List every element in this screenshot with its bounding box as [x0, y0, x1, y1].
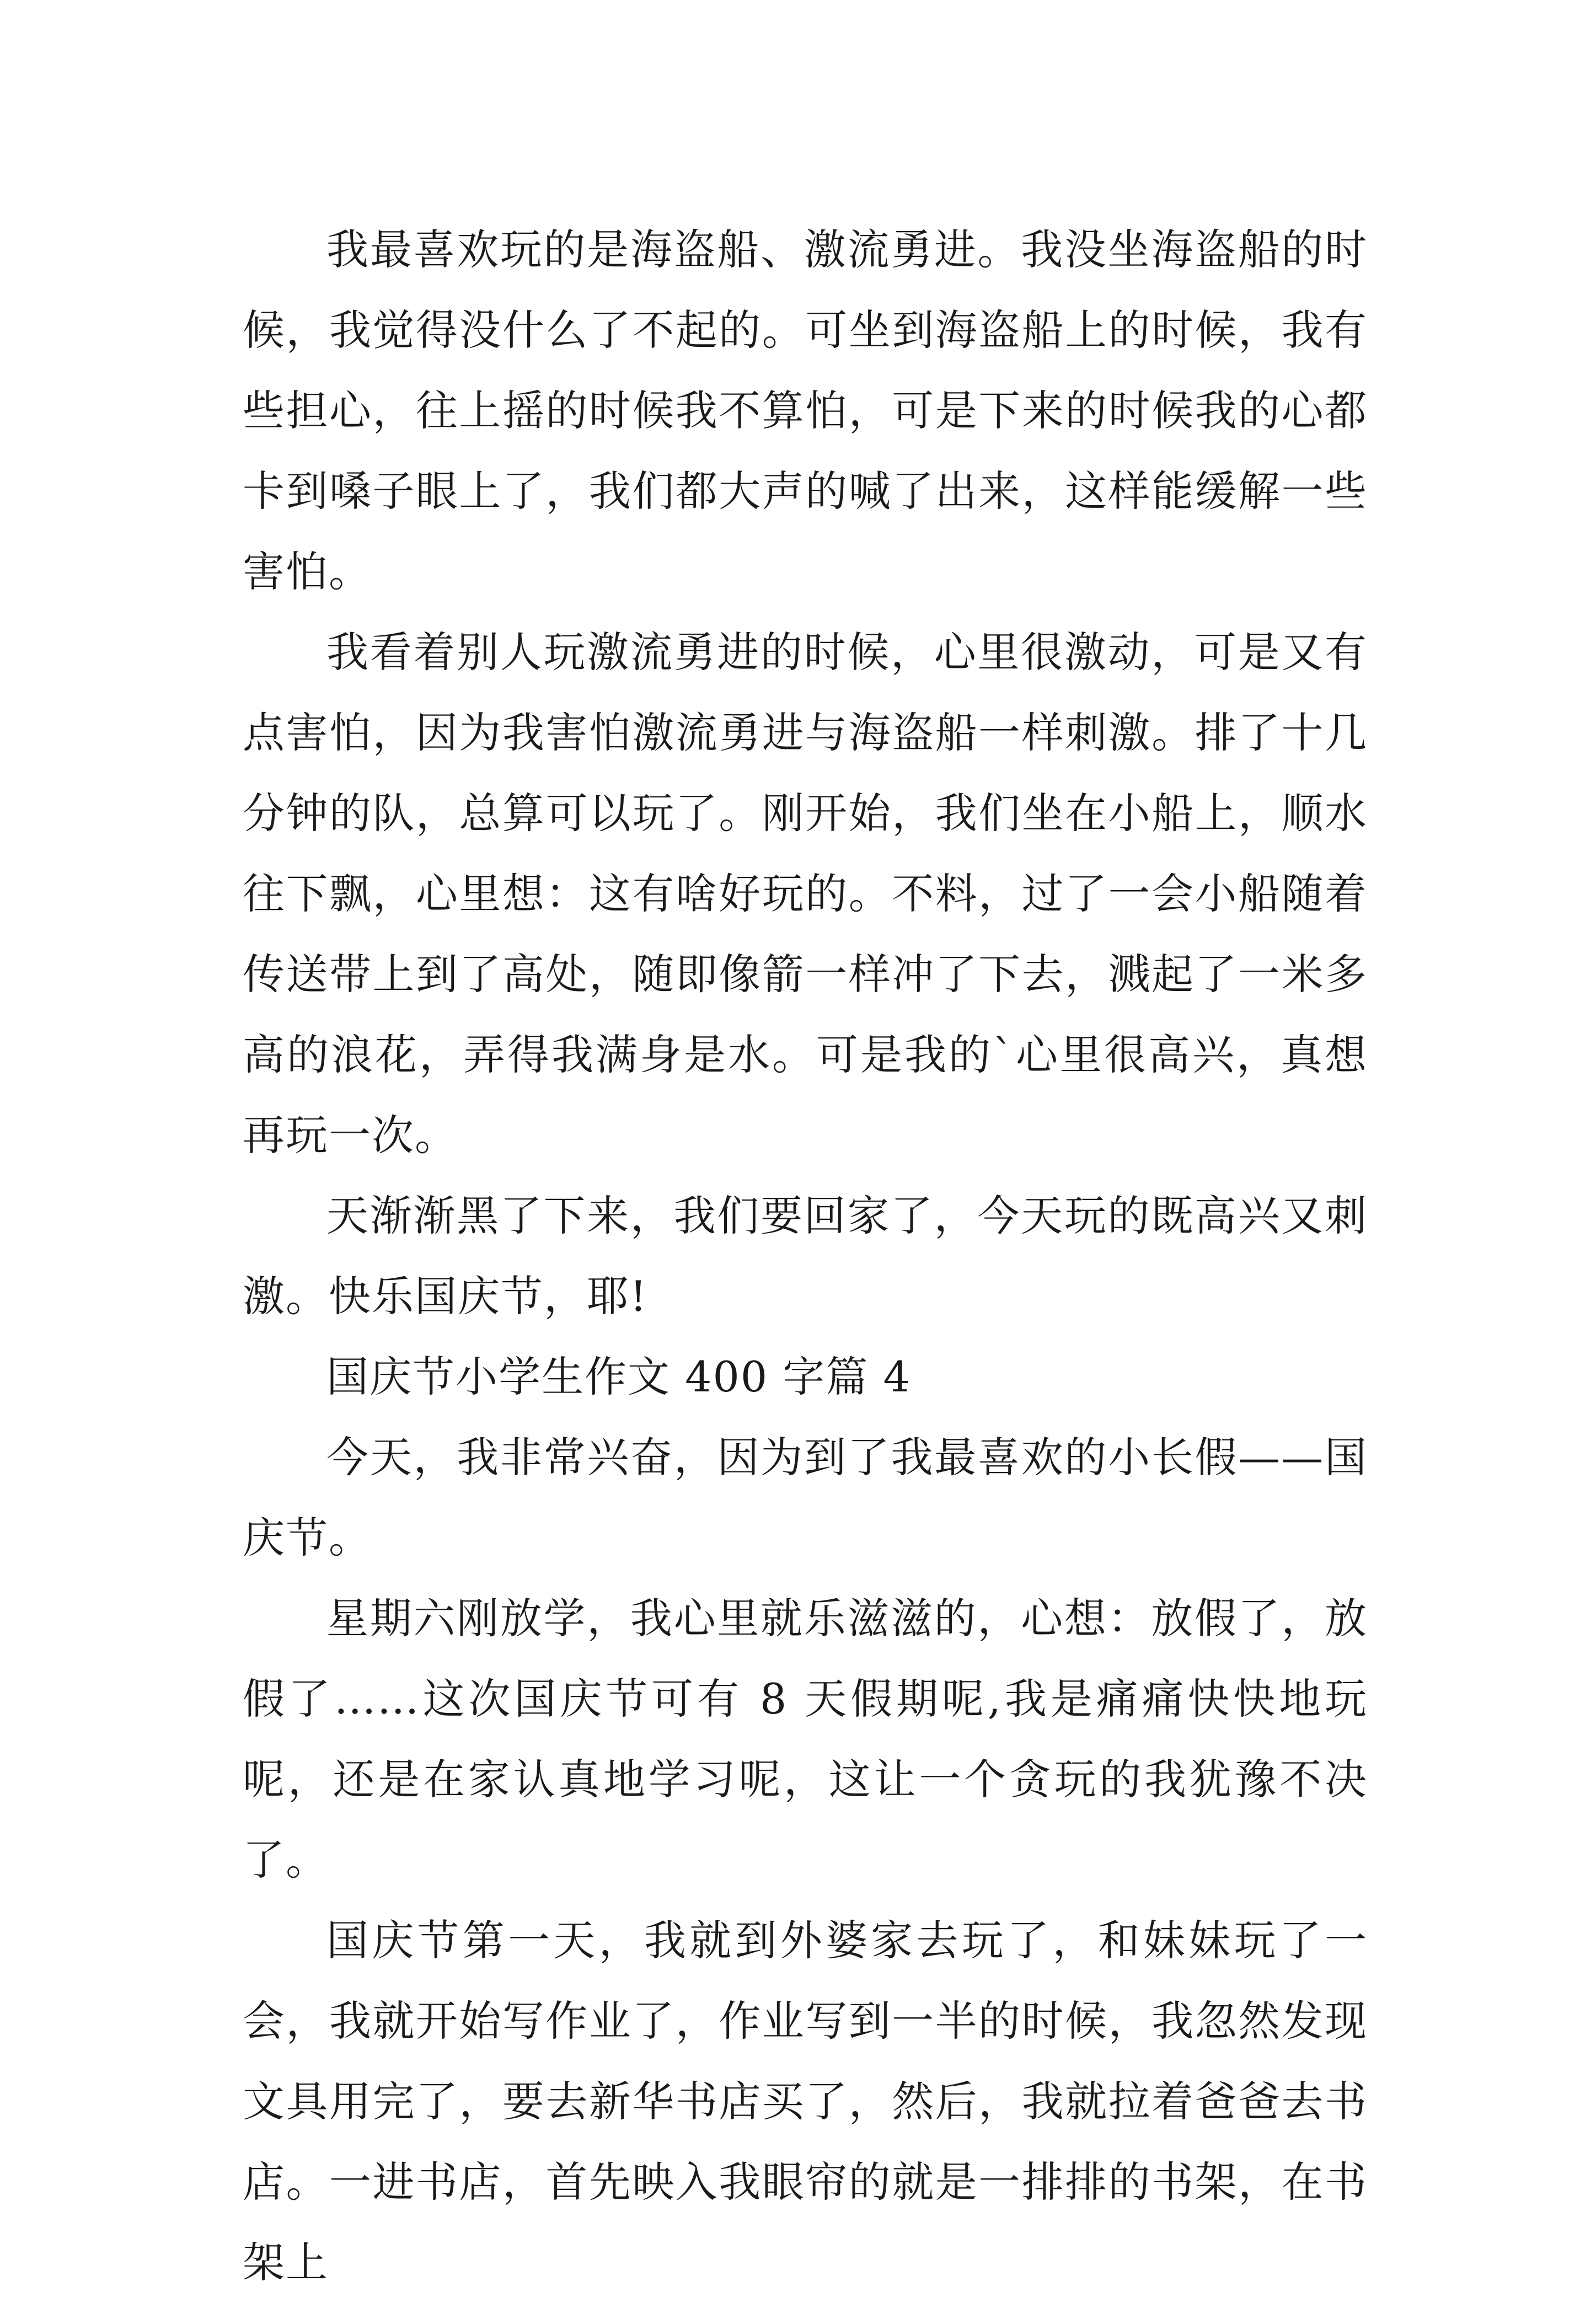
paragraph-rapids-ride: 我看着别人玩激流勇进的时候，心里很激动，可是又有点害怕，因为我害怕激流勇进与海盗船一样刺激。排了十几分钟的队，总算可以玩了。刚开始，我们坐在小船上，顺水往下飘，心里想：这有啥好玩的。不料，过了一会小船随着传送带上到了高处，随即像箭一样冲了下去，溅起了一米多高的浪花，弄得我满身是水。可是我的`心里很高兴，真想再玩一次。	[243, 628, 1368, 1160]
paragraph-pirate-ship: 我最喜欢玩的是海盗船、激流勇进。我没坐海盗船的时候，我觉得没什么了不起的。可坐到海盗船上的时候，我有些担心，往上摇的时候我不算怕，可是下来的时候我的心都卡到嗓子眼上了，我们都大声的喊了出来，这样能缓解一些害怕。	[243, 225, 1368, 596]
essay-body	[243, 210, 1368, 2303]
paragraph-going-home: 天渐渐黑了下来，我们要回家了，今天玩的既高兴又刺激。快乐国庆节，耶!	[243, 1191, 1368, 1321]
paragraph-saturday: 星期六刚放学，我心里就乐滋滋的，心想：放假了，放假了……这次国庆节可有 8 天假期呢,我是痛痛快快地玩呢，还是在家认真地学习呢，这让一个贪玩的我犹豫不决了。	[243, 1594, 1368, 1884]
paragraph-first-day: 国庆节第一天，我就到外婆家去玩了，和妹妹玩了一会，我就开始写作业了，作业写到一半的时候，我忽然发现文具用完了，要去新华书店买了，然后，我就拉着爸爸去书店。一进书店，首先映入我眼帘的就是一排排的书架，在书架上	[243, 1916, 1368, 2287]
section-heading: 国庆节小学生作文 400 字篇 4	[326, 1352, 911, 1401]
paragraph-intro: 今天，我非常兴奋，因为到了我最喜欢的小长假——国庆节。	[243, 1433, 1368, 1562]
